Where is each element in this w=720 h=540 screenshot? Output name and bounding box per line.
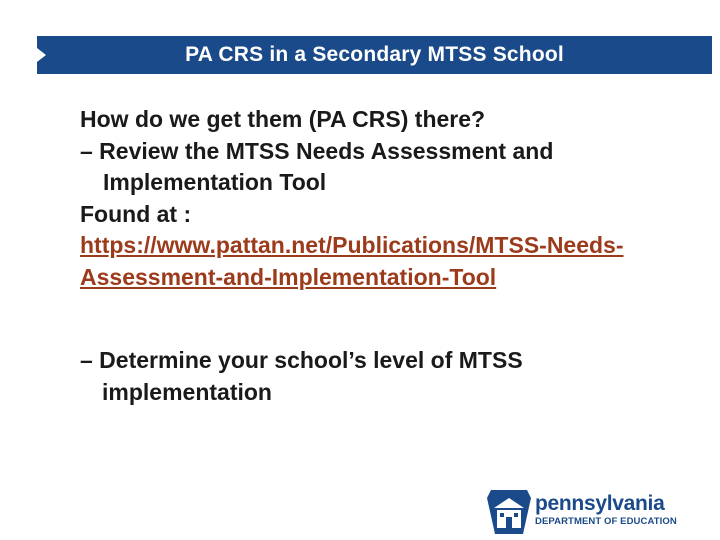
arrow-icon	[37, 48, 46, 62]
logo-department: DEPARTMENT OF EDUCATION	[535, 516, 677, 527]
keystone-schoolhouse-icon	[487, 488, 531, 536]
pa-education-logo	[487, 488, 697, 536]
title-bar	[37, 36, 712, 74]
bullet-review-tool: – Review the MTSS Needs Assessment and Implementation Tool	[80, 137, 554, 195]
question-text: How do we get them (PA CRS) there?	[80, 106, 486, 132]
pattan-link[interactable]: https://www.pattan.net/Publications/MTSS-Needs-Assessment-and-Implementation-Tool	[80, 232, 624, 290]
bullet-determine-level: – Determine your school’s level of MTSS implementation	[80, 347, 523, 405]
found-at-label: Found at :	[80, 200, 192, 227]
slide-content	[80, 104, 690, 408]
logo-name: pennsylvania	[535, 492, 665, 515]
spacer	[80, 293, 690, 345]
logo-wordmark	[535, 492, 677, 528]
slide-title: PA CRS in a Secondary MTSS School	[185, 43, 564, 66]
